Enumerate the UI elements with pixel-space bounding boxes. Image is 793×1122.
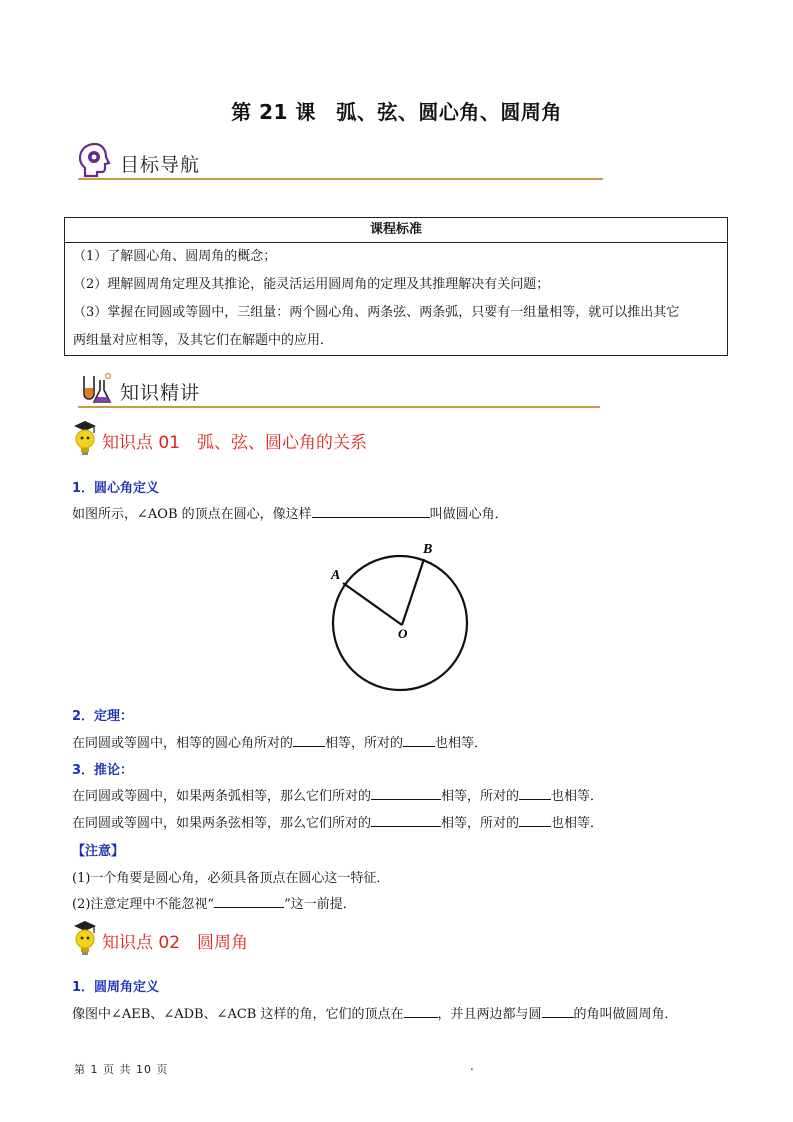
section-knowledge-label: 知识精讲 <box>120 382 201 404</box>
section-goals <box>78 142 603 182</box>
radius-ob <box>402 559 424 625</box>
fill-blank[interactable] <box>542 1005 574 1018</box>
note-heading: 【注意】 <box>72 844 125 859</box>
corollary-text-2 <box>72 812 603 831</box>
text-part: 如图所示，∠AOB 的顶点在圆心，像这样 <box>72 507 312 522</box>
text-part: 在同圆或等圆中，相等的圆心角所对的 <box>72 736 294 751</box>
theorem-heading: 2．定理： <box>72 709 134 724</box>
knowledge-point-01-title: 知识点 01 弧、弦、圆心角的关系 <box>102 433 368 453</box>
fill-blank[interactable] <box>293 734 325 747</box>
fill-blank[interactable] <box>371 814 441 827</box>
corollary-heading: 3．推论： <box>72 763 134 778</box>
standards-heading: 课程标准 <box>65 218 727 243</box>
text-part: 相等，所对的 <box>325 736 404 751</box>
graduate-bulb-icon <box>70 420 100 456</box>
section-divider <box>78 406 600 408</box>
point-label-o: O <box>398 626 408 641</box>
fill-blank[interactable] <box>312 505 430 518</box>
text-part: 也相等． <box>435 736 488 751</box>
fill-blank[interactable] <box>519 787 551 800</box>
text-part: ”这一前提． <box>284 897 356 912</box>
standards-item: （3）掌握在同圆或等圆中，三组量：两个圆心角、两条弦、两条弧，只要有一组量相等，就可以推出其它 <box>73 305 680 320</box>
text-part: 在同圆或等圆中，如果两条弦相等，那么它们所对的 <box>72 816 372 831</box>
fill-blank[interactable] <box>404 1005 438 1018</box>
definition-text <box>72 503 508 522</box>
fill-blank[interactable] <box>214 895 284 908</box>
page-title: 第 21 课 弧、弦、圆心角、圆周角 <box>231 100 562 124</box>
fill-blank[interactable] <box>403 734 435 747</box>
text-part: 相等，所对的 <box>441 816 520 831</box>
radius-oa <box>343 583 402 625</box>
central-angle-figure <box>320 535 480 695</box>
page-number: 第 1 页 共 10 页 <box>74 1063 169 1076</box>
knowledge-point-02-title: 知识点 02 圆周角 <box>102 933 249 953</box>
text-part: 也相等． <box>551 816 604 831</box>
note-2 <box>72 893 356 912</box>
inscribed-definition-text <box>72 1003 678 1022</box>
inscribed-definition-heading: 1．圆周角定义 <box>72 980 160 995</box>
text-part: 叫做圆心角． <box>429 507 508 522</box>
text-part: 相等，所对的 <box>441 789 520 804</box>
point-label-a: A <box>331 568 341 583</box>
standards-item: 两组量对应相等，及其它们在解题中的应用． <box>73 333 334 348</box>
section-divider <box>78 178 603 180</box>
text-part: 的角叫做圆周角． <box>573 1007 678 1022</box>
text-part: (2)注意定理中不能忽视“ <box>72 897 215 912</box>
point-label-b: B <box>423 542 433 557</box>
section-knowledge <box>78 370 600 410</box>
text-part: 也相等． <box>551 789 604 804</box>
standards-table <box>64 217 728 356</box>
footer-dot: . <box>470 1059 474 1073</box>
fill-blank[interactable] <box>519 814 551 827</box>
head-gear-icon <box>78 142 112 178</box>
theorem-text <box>72 732 487 751</box>
text-part: 像图中∠AEB、∠ADB、∠ACB 这样的角，它们的顶点在 <box>72 1007 404 1022</box>
text-part: 在同圆或等圆中，如果两条弧相等，那么它们所对的 <box>72 789 372 804</box>
standards-item: （2）理解圆周角定理及其推论，能灵活运用圆周角的定理及其推理解决有关问题； <box>73 277 550 292</box>
text-part: ，并且两边都与圆 <box>437 1007 542 1022</box>
graduate-bulb-icon <box>70 920 100 956</box>
note-1: (1)一个角要是圆心角，必须具备顶点在圆心这一特征． <box>72 871 390 886</box>
corollary-text-1 <box>72 785 603 804</box>
section-goals-label: 目标导航 <box>120 154 201 176</box>
flask-icon <box>78 370 112 406</box>
standards-item: （1）了解圆心角、圆周角的概念； <box>73 249 277 264</box>
definition-heading: 1．圆心角定义 <box>72 481 160 496</box>
fill-blank[interactable] <box>371 787 441 800</box>
